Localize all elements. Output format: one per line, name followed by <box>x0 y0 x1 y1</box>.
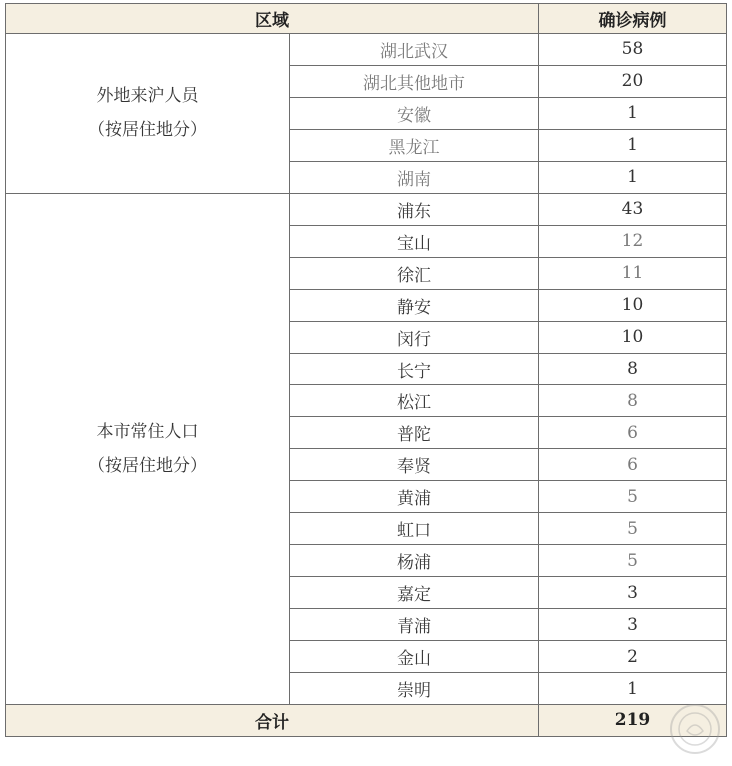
count-cell: 12 <box>539 225 727 257</box>
district-cell: 黑龙江 <box>290 129 539 161</box>
district-cell: 嘉定 <box>290 577 539 609</box>
district-cell: 湖南 <box>290 161 539 193</box>
district-cell: 奉贤 <box>290 449 539 481</box>
count-cell: 6 <box>539 449 727 481</box>
district-cell: 湖北武汉 <box>290 34 539 66</box>
total-label: 合计 <box>6 705 539 737</box>
total-row <box>6 705 727 737</box>
district-cell: 长宁 <box>290 353 539 385</box>
cases-table <box>5 3 727 737</box>
header-region: 区域 <box>6 4 539 34</box>
district-cell: 静安 <box>290 289 539 321</box>
table-row <box>6 193 727 225</box>
group-label-local <box>6 193 290 704</box>
district-cell: 金山 <box>290 641 539 673</box>
district-cell: 宝山 <box>290 225 539 257</box>
count-cell: 8 <box>539 353 727 385</box>
count-cell: 5 <box>539 545 727 577</box>
count-cell: 1 <box>539 97 727 129</box>
count-cell: 5 <box>539 481 727 513</box>
group-label-line: 本市常住人口 <box>96 421 199 442</box>
group-label-line: 外地来沪人员 <box>96 86 199 107</box>
district-cell: 黄浦 <box>290 481 539 513</box>
count-cell: 1 <box>539 673 727 705</box>
district-cell: 徐汇 <box>290 257 539 289</box>
header-cases: 确诊病例 <box>539 4 727 34</box>
district-cell: 安徽 <box>290 97 539 129</box>
district-cell: 普陀 <box>290 417 539 449</box>
district-cell: 崇明 <box>290 673 539 705</box>
district-cell: 浦东 <box>290 193 539 225</box>
count-cell: 3 <box>539 577 727 609</box>
district-cell: 杨浦 <box>290 545 539 577</box>
count-cell: 1 <box>539 161 727 193</box>
district-cell: 松江 <box>290 385 539 417</box>
group-label-nonlocal <box>6 34 290 194</box>
count-cell: 10 <box>539 289 727 321</box>
header-row <box>6 4 727 34</box>
count-cell: 6 <box>539 417 727 449</box>
district-cell: 湖北其他地市 <box>290 65 539 97</box>
count-cell: 1 <box>539 129 727 161</box>
count-cell: 8 <box>539 385 727 417</box>
group-label-line: （按居住地分） <box>88 455 207 476</box>
count-cell: 58 <box>539 34 727 66</box>
district-cell: 青浦 <box>290 609 539 641</box>
count-cell: 2 <box>539 641 727 673</box>
count-cell: 11 <box>539 257 727 289</box>
count-cell: 5 <box>539 513 727 545</box>
total-count: 219 <box>539 705 727 737</box>
table-row <box>6 34 727 66</box>
count-cell: 10 <box>539 321 727 353</box>
seal-watermark-icon <box>668 702 722 756</box>
district-cell: 闵行 <box>290 321 539 353</box>
district-cell: 虹口 <box>290 513 539 545</box>
count-cell: 3 <box>539 609 727 641</box>
count-cell: 43 <box>539 193 727 225</box>
count-cell: 20 <box>539 65 727 97</box>
group-label-line: （按居住地分） <box>88 120 207 141</box>
